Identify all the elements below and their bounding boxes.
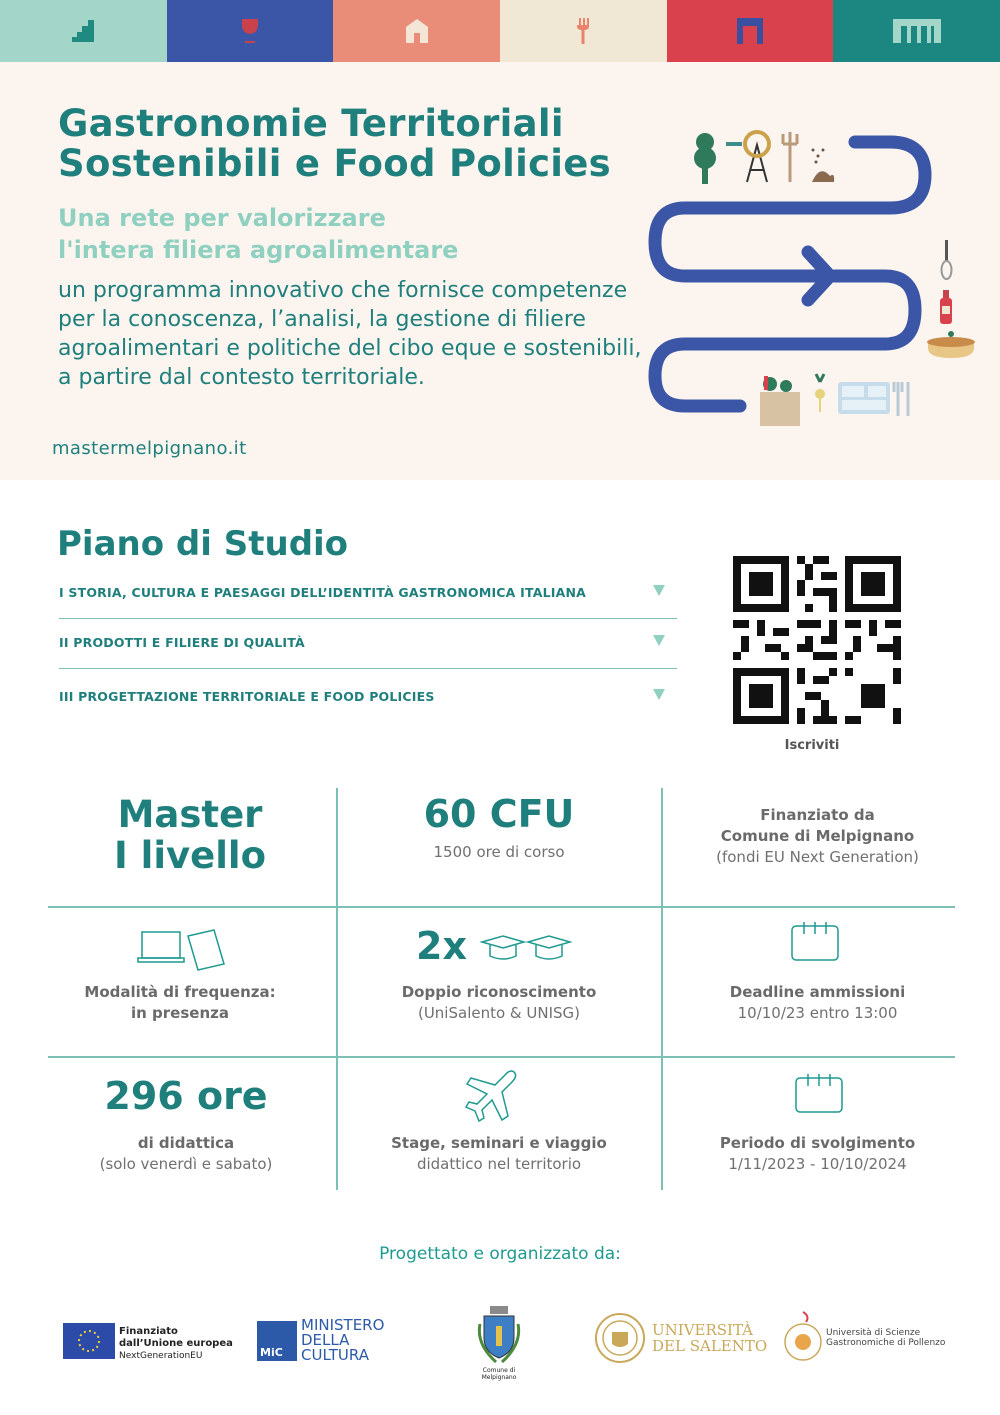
cfu-hours: 1500 ore di corso	[433, 843, 565, 861]
grid-divider	[48, 1056, 955, 1058]
pitchfork-icon	[783, 132, 797, 182]
double-degree-count: 2x	[416, 924, 467, 968]
funding-line-2: Comune di Melpignano	[720, 827, 915, 845]
funding-info	[665, 805, 970, 868]
course-label: II PRODOTTI E FILIERE DI QUALITÀ	[59, 635, 305, 650]
fork-icon	[575, 16, 591, 46]
wine-glass-icon	[239, 17, 261, 45]
stage-line-1: Stage, seminari e viaggio	[391, 1134, 607, 1152]
teaching-hours-info	[48, 1133, 324, 1175]
hours-line-1: di didattica	[137, 1134, 235, 1152]
stairs-icon	[70, 18, 96, 44]
master-line-1: Master	[117, 793, 263, 836]
ketchup-bottle-icon	[940, 290, 952, 324]
mic-badge: MiC	[260, 1346, 283, 1359]
food-chain-illustration	[640, 120, 980, 440]
attendance-line-2: in presenza	[131, 1004, 229, 1022]
house-icon	[404, 17, 430, 45]
unisalento-seal-logo	[594, 1312, 646, 1364]
graduation-caps-icon	[480, 934, 574, 966]
unisg-line-1: Università di Scienze	[826, 1328, 921, 1338]
course-item-2[interactable]	[59, 617, 677, 669]
funding-line-1: Finanziato da	[760, 806, 875, 824]
grocery-bag-icon	[760, 376, 800, 426]
course-item-1[interactable]	[59, 567, 677, 619]
unisalento-line-1: UNIVERSITÀ	[652, 1321, 753, 1339]
funding-line-3: (fondi EU Next Generation)	[716, 848, 919, 866]
eu-line-2: dall’Unione europea	[119, 1338, 233, 1349]
master-line-2: I livello	[113, 834, 266, 877]
website-link[interactable]: mastermelpignano.it	[52, 438, 247, 459]
whisk-icon	[942, 240, 952, 279]
subtitle-line-2: l'intera filiera agroalimentare	[58, 236, 459, 264]
qr-code[interactable]	[733, 556, 901, 724]
stage-line-2: didattico nel territorio	[416, 1155, 582, 1173]
unisg-line-2: Gastronomiche di Pollenzo	[826, 1338, 946, 1348]
deadline-line-1: Deadline ammissioni	[729, 983, 906, 1001]
melpignano-crest-logo	[474, 1304, 524, 1366]
expand-arrow-icon[interactable]	[653, 635, 665, 646]
course-label: I STORIA, CULTURA E PAESAGGI DELL’IDENTITÀ GASTRONOMICA ITALIANA	[59, 585, 587, 600]
mic-line-3: CULTURA	[301, 1346, 369, 1364]
course-period	[665, 1133, 970, 1175]
grid-divider	[661, 788, 663, 1190]
eu-line-3: NextGenerationEU	[119, 1351, 203, 1361]
soil-icon	[812, 149, 835, 183]
top-bar-segment	[667, 0, 834, 62]
cfu-value: 60 CFU	[423, 792, 575, 836]
double-degree	[340, 982, 658, 1024]
melpignano-logo-text: Comune di Melpignano	[481, 1367, 517, 1381]
eu-flag-logo	[63, 1323, 115, 1359]
unisalento-logo-text	[652, 1322, 767, 1354]
expand-arrow-icon[interactable]	[653, 585, 665, 596]
title-line-2: Sostenibili e Food Policies	[58, 142, 612, 185]
period-line-1: Periodo di svolgimento	[719, 1134, 916, 1152]
master-level	[80, 794, 300, 876]
unisg-logo	[782, 1308, 824, 1366]
laptop-document-icon	[136, 928, 228, 974]
course-item-3[interactable]	[59, 671, 677, 723]
top-bar-segment	[0, 0, 167, 62]
attendance-line-1: Modalità di frequenza:	[84, 983, 276, 1001]
tree-icon	[694, 133, 716, 184]
arch-icon	[735, 16, 765, 46]
teaching-hours: 296 ore	[104, 1074, 268, 1118]
unisalento-line-2: DEL SALENTO	[652, 1337, 768, 1355]
hours-line-2: (solo venerdì e sabato)	[99, 1155, 273, 1173]
organizers-heading: Progettato e organizzato da:	[379, 1244, 621, 1264]
stage-info	[340, 1133, 658, 1175]
mic-logo	[257, 1321, 297, 1361]
deadline-line-2: 10/10/23 entro 13:00	[737, 1004, 898, 1022]
eu-line-1: Finanziato	[119, 1326, 178, 1337]
cutlery-icon	[894, 382, 908, 416]
top-bar-segment	[833, 0, 1000, 62]
top-bar-segment	[333, 0, 500, 62]
airplane-icon	[462, 1068, 520, 1124]
expand-arrow-icon[interactable]	[653, 689, 665, 700]
calendar-icon	[790, 920, 840, 962]
program-description: un programma innovativo che fornisce competenze per la conoscenza, l’analisi, la gestione di filiere agroalimentari e politiche del cibo eque e sostenibili, a partire dal contesto territoriale.	[58, 278, 642, 390]
double-degree-line-2: (UniSalento & UNISG)	[417, 1004, 581, 1022]
colonnade-icon	[892, 18, 942, 44]
windmill-icon	[726, 132, 769, 182]
title-line-1: Gastronomie Territoriali	[58, 102, 564, 145]
calendar-icon	[794, 1072, 844, 1114]
grid-divider	[336, 788, 338, 1190]
admission-deadline	[665, 982, 970, 1024]
double-degree-line-1: Doppio riconoscimento	[401, 983, 597, 1001]
study-plan-title: Piano di Studio	[57, 524, 349, 564]
grid-divider	[48, 906, 955, 908]
qr-label: Iscriviti	[784, 738, 840, 753]
unisg-logo-text	[826, 1328, 945, 1348]
top-bar-segment	[167, 0, 334, 62]
mic-logo-text	[301, 1318, 384, 1363]
meal-tray-icon	[838, 382, 890, 414]
course-label: III PROGETTAZIONE TERRITORIALE E FOOD POLICIES	[59, 689, 435, 704]
mic-line-1: MINISTERO	[301, 1316, 385, 1334]
page-title	[58, 104, 678, 184]
attendance-mode	[48, 982, 312, 1024]
top-bar-segment	[500, 0, 667, 62]
radish-icon	[815, 374, 825, 412]
mic-line-2: DELLA	[301, 1331, 350, 1349]
top-color-bar	[0, 0, 1000, 62]
period-line-2: 1/11/2023 - 10/10/2024	[728, 1155, 907, 1173]
eu-logo-text	[119, 1326, 233, 1362]
subtitle-line-1: Una rete per valorizzare	[58, 204, 386, 232]
pot-icon	[927, 331, 975, 358]
page-subtitle	[58, 202, 558, 266]
